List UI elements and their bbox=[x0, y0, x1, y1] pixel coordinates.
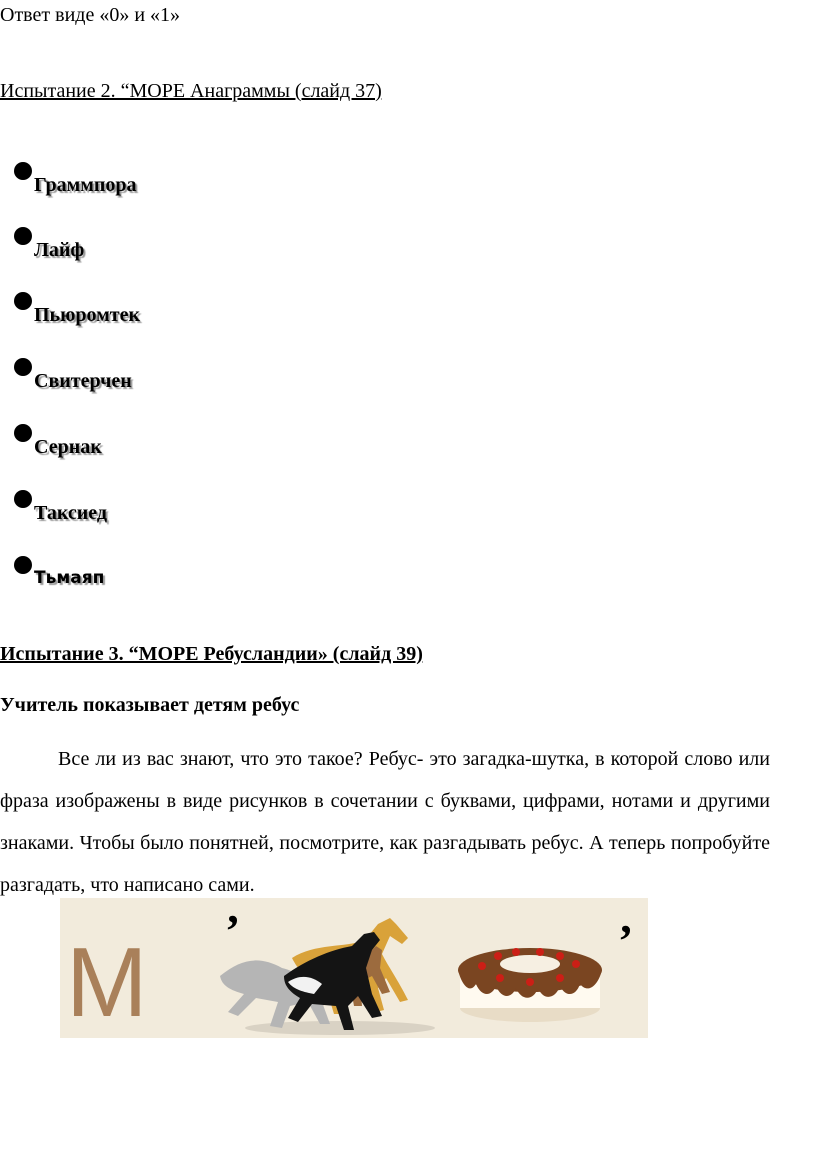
rebus-letter: М bbox=[66, 927, 148, 1037]
list-item bbox=[14, 354, 314, 394]
bullet-icon bbox=[14, 292, 32, 310]
anagram-text: Пьюромтек bbox=[34, 304, 141, 326]
anagram-text: Сернак bbox=[34, 436, 102, 458]
bullet-icon bbox=[14, 358, 32, 376]
list-item bbox=[14, 288, 314, 328]
teacher-line: Учитель показывает детям ребус bbox=[0, 694, 300, 716]
anagram-text: Таксиед bbox=[34, 502, 107, 524]
bullet-icon bbox=[14, 556, 32, 574]
rebus-image bbox=[60, 898, 648, 1038]
anagram-text: Тьмаяп bbox=[34, 568, 105, 588]
bullet-icon bbox=[14, 490, 32, 508]
bullet-icon bbox=[14, 227, 32, 245]
anagram-text: Лайф bbox=[34, 239, 85, 261]
test3-heading: Испытание 3. “МОРЕ Ребусландии» (слайд 39) bbox=[0, 643, 423, 665]
anagram-text: Свитерчен bbox=[34, 370, 132, 392]
intro-line: Ответ виде «0» и «1» bbox=[0, 4, 181, 26]
list-item bbox=[14, 223, 314, 263]
rebus-comma-left: ’ bbox=[225, 905, 241, 956]
cake-icon bbox=[458, 948, 602, 1022]
list-item bbox=[14, 552, 314, 592]
test2-heading: Испытание 2. “МОРЕ Анаграммы (слайд 37) bbox=[0, 80, 382, 102]
list-item bbox=[14, 420, 314, 460]
rebus-svg bbox=[60, 898, 648, 1038]
anagram-text: Граммпора bbox=[34, 174, 137, 196]
rebus-explanation: Все ли из вас знают, что это такое? Ребус- это загадка-шутка, в которой слово или фраза изображены в виде рисунков в сочетании с буквами, цифрами, нотами и другими знаками. Чтобы было понятней, посмотрите, как разгадывать ребус. А теперь попробуйте разгадать, что написано сами. bbox=[0, 748, 770, 896]
rebus-comma-right: ’ bbox=[618, 915, 634, 966]
bullet-icon bbox=[14, 162, 32, 180]
bullet-icon bbox=[14, 424, 32, 442]
anagram-list bbox=[14, 158, 314, 598]
list-item bbox=[14, 486, 314, 526]
list-item bbox=[14, 158, 314, 198]
